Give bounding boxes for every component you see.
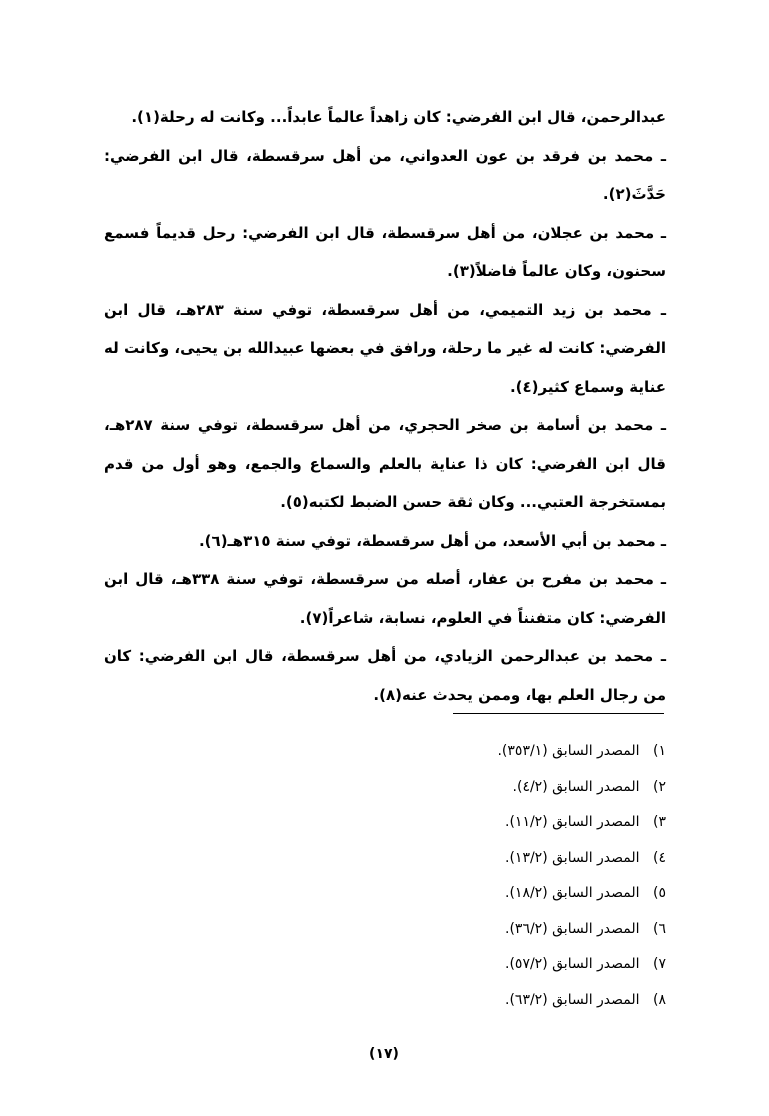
- footnote-text: المصدر السابق (٦٣/٢).: [505, 991, 640, 1008]
- main-text: [104, 98, 666, 714]
- page-number: (١٧): [369, 1046, 399, 1062]
- footnote-text: المصدر السابق (٣٥٣/١).: [497, 743, 640, 759]
- footnote-item: [360, 734, 666, 770]
- footnote-item: [360, 876, 666, 912]
- paragraph-7: ـ محمد بن مفرح بن عفار، أصله من سرقسطة، توفي سنة ٣٣٨هـ، قال ابن الفرضي: كان متفنناً في العلوم، نسابة، شاعراً(٧).: [104, 570, 666, 627]
- footnote-item: [360, 983, 666, 1019]
- footnote-item: [360, 770, 666, 806]
- footnote-number: ٥): [653, 885, 666, 901]
- footnote-item: [360, 841, 666, 877]
- paragraph-4: ـ محمد بن زيد التميمي، من أهل سرقسطة، توفي سنة ٢٨٣هـ، قال ابن الفرضي: كانت له غير ما رحلة، ورافق في بعضها عبيدالله بن يحيى، وكانت له عناية وسماع كثير(٤).: [104, 300, 666, 396]
- paragraph-1: عبدالرحمن، قال ابن الفرضي: كان زاهداً عالماً عابداً... وكانت له رحلة(١).: [131, 108, 666, 126]
- paragraph-6: ـ محمد بن أبي الأسعد، من أهل سرقسطة، توفي سنة ٣١٥هـ(٦).: [198, 531, 666, 550]
- footnote-text: المصدر السابق (١٨/٢).: [505, 885, 640, 901]
- footnote-text: المصدر السابق (٥٧/٢).: [505, 956, 640, 972]
- footnote-item: [360, 805, 666, 841]
- paragraph-2: ـ محمد بن فرقد بن عون العدواني، من أهل سرقسطة، قال ابن الفرضي: حَدَّثَ(٢).: [104, 146, 666, 203]
- footnote-number: ٧): [653, 956, 666, 972]
- footnote-text: المصدر السابق (١١/٢).: [505, 814, 640, 830]
- paragraph-8: ـ محمد بن عبدالرحمن الزيادي، من أهل سرقسطة، قال ابن الفرضي: كان من رجال العلم بها، وممن يحدث عنه(٨).: [104, 647, 666, 704]
- footnote-divider: [453, 713, 664, 714]
- footnote-number: ٣): [653, 814, 666, 830]
- paragraph-5: ـ محمد بن أسامة بن صخر الحجري، من أهل سرقسطة، توفي سنة ٢٨٧هـ، قال ابن الفرضي: كان ذا عناية بالعلم والسماع والجمع، وهو أول من قدم بمستخرجة العتبي... وكان ثقة حسن الضبط لكتبه(٥).: [104, 416, 666, 511]
- paragraph-3: ـ محمد بن عجلان، من أهل سرقسطة، قال ابن الفرضي: رحل قديماً فسمع سحنون، وكان عالماً فاضلاً(٣).: [104, 223, 666, 280]
- footnote-text: المصدر السابق (٣٦/٢).: [505, 920, 640, 937]
- footnote-number: ١): [653, 743, 666, 759]
- footnote-text: المصدر السابق (٤/٢).: [512, 778, 640, 795]
- footnote-number: ٦): [653, 920, 666, 937]
- footnote-number: ٢): [653, 778, 666, 795]
- footnote-number: ٤): [653, 849, 666, 866]
- footnote-number: ٨): [653, 991, 666, 1008]
- footnotes-list: [360, 734, 666, 1018]
- footnote-text: المصدر السابق (١٣/٢).: [505, 849, 640, 866]
- footnote-item: [360, 912, 666, 948]
- footnote-item: [360, 947, 666, 983]
